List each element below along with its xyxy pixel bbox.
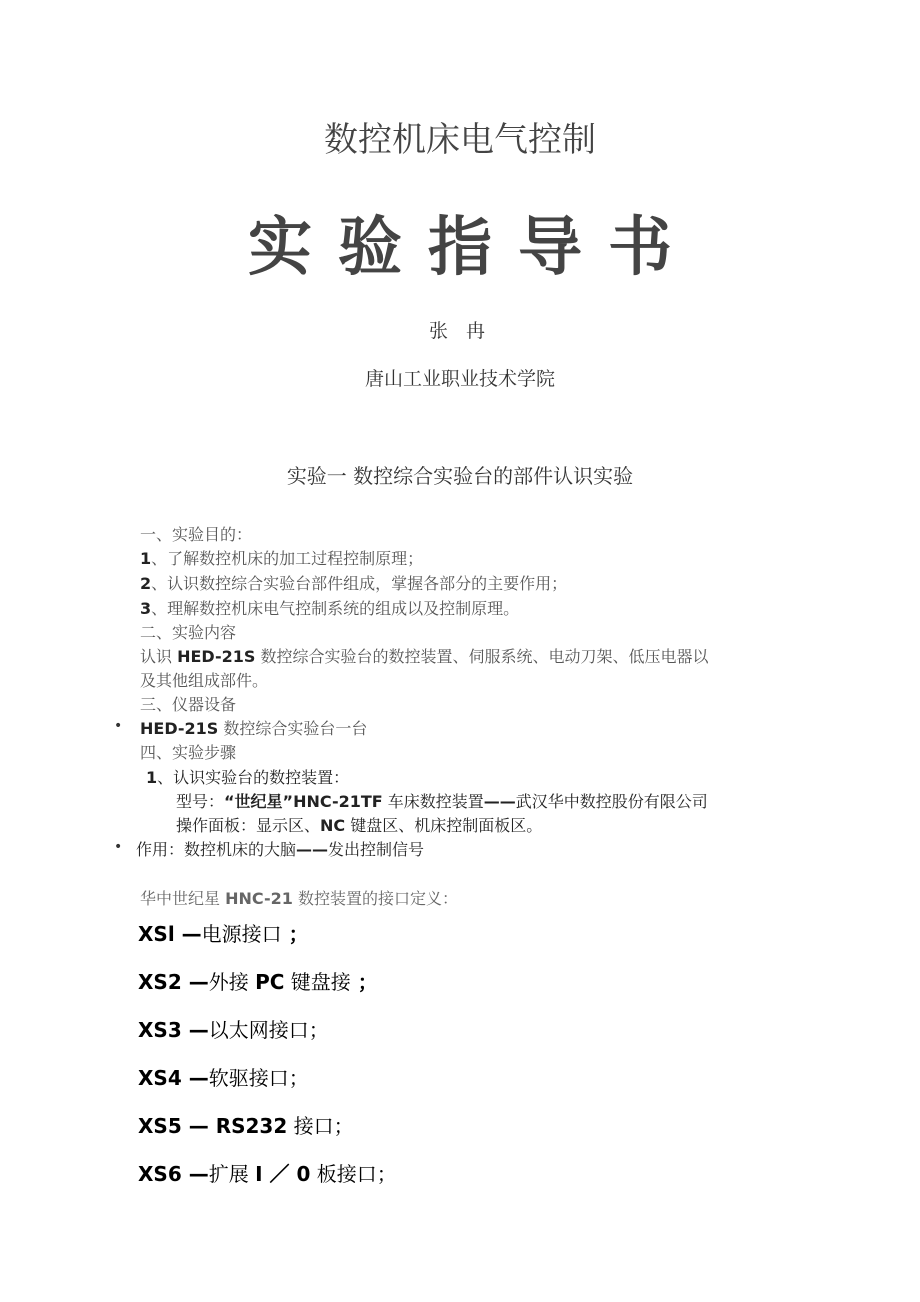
model-line: 型号：“世纪星”HNC-21TF 车床数控装置——武汉华中数控股份有限公司	[176, 792, 708, 811]
institution-name: 唐山工业职业技术学院	[364, 368, 555, 390]
port-xs2: XS2 —外接 PC 键盘接 ；	[138, 970, 378, 994]
purpose-item-1: 1、了解数控机床的加工过程控制原理；	[140, 549, 424, 568]
experiment-title: 实验一 数控综合实验台的部件认识实验	[286, 464, 634, 488]
steps-heading: 四、实验步骤	[140, 743, 237, 762]
port-xs3: XS3 —以太网接口；	[138, 1018, 329, 1042]
content-line-1: 认识 HED-21S 数控综合实验台的数控装置、伺服系统、电动刀架、低压电器以	[140, 647, 709, 666]
purpose-heading: 一、实验目的：	[140, 525, 253, 544]
port-xs1: XSl —电源接口 ；	[138, 922, 309, 946]
author-name: 张 冉	[428, 320, 492, 342]
bullet-icon: •	[114, 839, 123, 855]
purpose-item-2: 2、认识数控综合实验台部件组成，掌握各部分的主要作用；	[140, 574, 568, 593]
document-subtitle: 数控机床电气控制	[324, 120, 596, 160]
port-xs4: XS4 —软驱接口；	[138, 1066, 309, 1090]
equipment-item: HED-21S 数控综合实验台一台	[140, 719, 368, 738]
bullet-icon: •	[114, 718, 123, 734]
port-xs6: XS6 —扩展 I ／ 0 板接口；	[138, 1162, 397, 1186]
content-line-2: 及其他组成部件。	[140, 671, 269, 690]
document-title: 实验指导书	[248, 211, 698, 285]
port-xs5: XS5 — RS232 接口；	[138, 1114, 354, 1138]
step-1: 1、认识实验台的数控装置：	[146, 768, 350, 787]
panel-line: 操作面板：显示区、NC 键盘区、机床控制面板区。	[176, 816, 543, 835]
interface-intro: 华中世纪星 HNC-21 数控装置的接口定义：	[140, 889, 458, 908]
equipment-heading: 三、仪器设备	[140, 695, 237, 714]
purpose-item-3: 3、理解数控机床电气控制系统的组成以及控制原理。	[140, 599, 520, 618]
function-line: 作用：数控机床的大脑——发出控制信号	[136, 840, 425, 859]
content-heading: 二、实验内容	[140, 623, 237, 642]
